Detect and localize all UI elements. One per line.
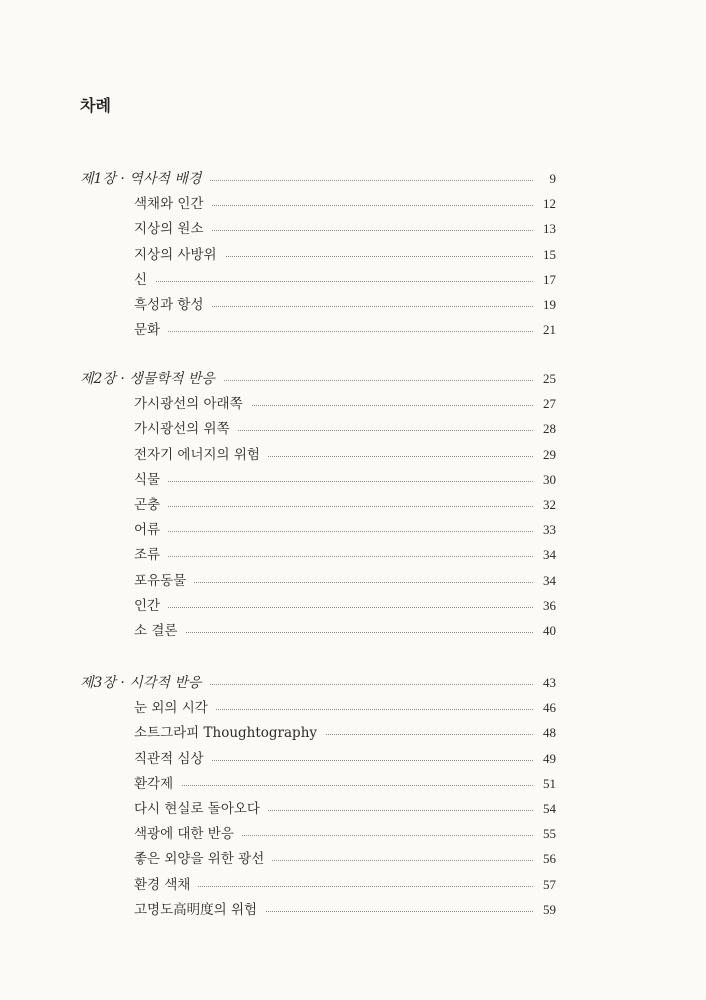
dot-leader [210, 684, 533, 685]
page-number: 29 [543, 446, 556, 462]
page-number: 55 [543, 826, 556, 842]
page-number: 49 [543, 750, 556, 766]
section-title: 조류 [134, 544, 168, 566]
section-title: 신 [134, 269, 155, 291]
toc-section-entry [0, 269, 706, 291]
toc-chapter-entry [0, 368, 706, 390]
page-number: 12 [543, 196, 556, 212]
section-title: 어류 [134, 519, 168, 541]
page-title: 차례 [80, 96, 111, 115]
toc-section-entry [0, 319, 706, 341]
dot-leader [150, 632, 533, 633]
page-number: 25 [543, 371, 556, 386]
page-number: 36 [543, 597, 556, 613]
section-title: 지상의 원소 [134, 218, 212, 240]
page-number: 33 [543, 522, 556, 538]
dot-leader [150, 886, 533, 887]
page-number: 57 [543, 876, 556, 892]
page-number: 13 [543, 221, 556, 237]
page-number: 59 [543, 901, 556, 917]
toc-section-entry [0, 544, 706, 566]
section-title: 지상의 사방위 [134, 244, 225, 266]
page-number: 46 [543, 700, 556, 716]
page-number: 40 [543, 623, 556, 638]
section-title: 색광에 대한 반응 [134, 823, 242, 845]
dot-leader [150, 481, 533, 482]
toc-section-entry [0, 244, 706, 266]
dot-leader [150, 281, 533, 282]
section-title: 인간 [134, 595, 168, 617]
page-number: 43 [543, 675, 556, 690]
toc-section-entry [0, 748, 706, 770]
dot-leader [150, 556, 533, 557]
toc-section-entry [0, 193, 706, 215]
toc-section-entry [0, 874, 706, 896]
toc-section-entry [0, 848, 706, 870]
toc-section-entry [0, 697, 706, 719]
page-number: 28 [543, 421, 556, 437]
page-number: 34 [543, 547, 556, 563]
page-number: 19 [543, 297, 556, 312]
section-title: 환각제 [134, 773, 181, 795]
section-title: 직관적 심상 [134, 748, 212, 770]
dot-leader [150, 607, 533, 608]
page-number: 17 [543, 271, 556, 287]
section-title: 소 결론 [134, 620, 185, 642]
chapter-title: 제1장 · 역사적 배경 [80, 168, 209, 190]
chapter-title: 제2장 · 생물학적 반응 [80, 368, 223, 390]
page-number: 9 [549, 171, 556, 186]
dot-leader [150, 785, 533, 786]
toc-section-entry [0, 773, 706, 795]
toc-chapter-entry [0, 168, 706, 190]
toc-section-entry [0, 218, 706, 240]
toc-section-entry [0, 798, 706, 820]
toc-chapter-entry [0, 672, 706, 694]
toc-section-entry [0, 494, 706, 516]
section-title: 흑성과 항성 [134, 294, 212, 316]
dot-leader [210, 180, 533, 181]
page-number: 15 [543, 246, 556, 262]
section-title: 좋은 외양을 위한 광선 [134, 848, 272, 870]
section-title: 다시 현실로 돌아오다 [134, 798, 268, 820]
page-number: 21 [543, 322, 556, 338]
page-number: 30 [543, 471, 556, 487]
section-title: 소트그라피 Thoughtography [134, 722, 325, 744]
toc-section-entry [0, 519, 706, 541]
section-title: 포유동물 [134, 570, 194, 592]
page-number: 56 [543, 851, 556, 867]
page-number: 34 [543, 572, 556, 588]
section-title: 색채와 인간 [134, 193, 212, 215]
toc-section-entry [0, 469, 706, 491]
dot-leader [150, 331, 533, 332]
dot-leader [150, 506, 533, 507]
section-title: 전자기 에너지의 위험 [134, 444, 268, 466]
page-number: 51 [543, 775, 556, 791]
toc-section-entry [0, 393, 706, 415]
toc-section-entry [0, 899, 706, 921]
section-title: 가시광선의 아래쪽 [134, 393, 251, 415]
dot-leader [150, 531, 533, 532]
page-number: 48 [543, 725, 556, 741]
toc-section-entry [0, 570, 706, 592]
section-title: 고명도高明度의 위험 [134, 899, 265, 921]
page-number: 27 [543, 396, 556, 412]
dot-leader [150, 582, 533, 583]
section-title: 식물 [134, 469, 168, 491]
section-title: 눈 외의 시각 [134, 697, 216, 719]
toc-section-entry [0, 620, 706, 642]
page-number: 54 [543, 801, 556, 816]
toc-section-entry [0, 444, 706, 466]
toc-section-entry [0, 294, 706, 316]
dot-leader [210, 380, 533, 381]
toc-section-entry [0, 823, 706, 845]
page-number: 32 [543, 497, 556, 512]
toc-section-entry [0, 418, 706, 440]
toc-section-entry [0, 722, 706, 744]
chapter-title: 제3장 · 시각적 반응 [80, 672, 209, 694]
section-title: 가시광선의 위쪽 [134, 418, 238, 440]
toc-section-entry [0, 595, 706, 617]
section-title: 문화 [134, 319, 168, 341]
section-title: 곤충 [134, 494, 168, 516]
section-title: 환경 색채 [134, 874, 198, 896]
